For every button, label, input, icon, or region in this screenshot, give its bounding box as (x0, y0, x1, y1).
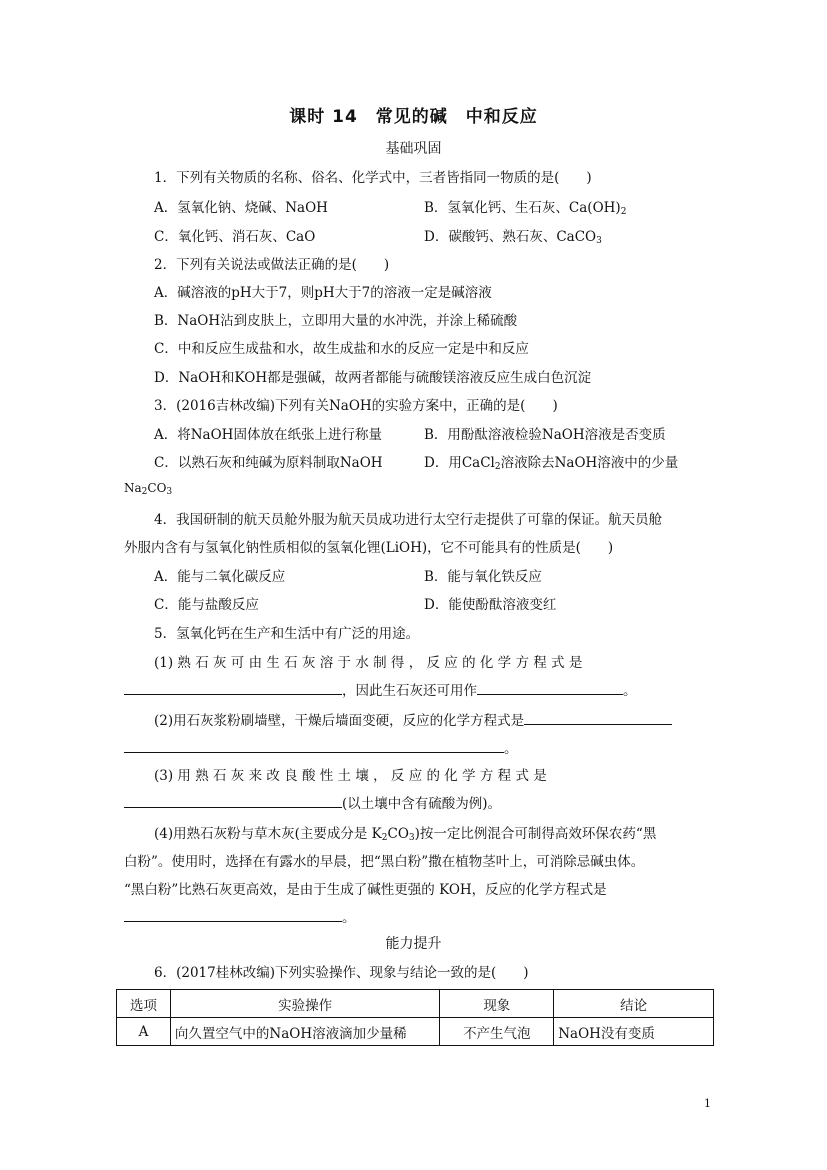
table-row (117, 1018, 714, 1046)
q2-option-b: B．NaOH沾到皮肤上，立即用大量的水冲洗，并涂上稀硫酸 (154, 313, 518, 329)
q5-part2-answer-line: 。 (124, 737, 518, 757)
answer-blank[interactable] (124, 740, 504, 753)
table-cell-operation: 向久置空气中的NaOH溶液滴加少量稀 (170, 1018, 440, 1046)
answer-blank[interactable] (124, 682, 342, 695)
q4-stem-line2: 外服内含有与氢氧化钠性质相似的氢氧化锂(LiOH)，它不可能具有的性质是( ) (124, 540, 614, 556)
q4-stem-line1: 4．我国研制的航天员舱外服为航天员成功进行太空行走提供了可靠的保证。航天员舱 (154, 512, 663, 528)
q1-option-b: B．氢氧化钙、生石灰、$Ca(OH)_2$ (424, 200, 627, 217)
answer-blank[interactable] (524, 712, 672, 725)
answer-blank[interactable] (124, 795, 342, 808)
column-header: 现象 (440, 990, 554, 1018)
q5-part3: (3) 用 熟 石 灰 来 改 良 酸 性 土 壤 ， 反 应 的 化 学 方 程 式 是 (154, 768, 547, 784)
q5-part4-line3: “黑白粉”比熟石灰更高效，是由于生成了碱性更强的 KOH，反应的化学方程式是 (124, 882, 607, 898)
q2-option-c: C．中和反应生成盐和水，故生成盐和水的反应一定是中和反应 (154, 341, 529, 357)
q2-stem: 2．下列有关说法或做法正确的是( ) (154, 257, 390, 273)
table-cell-conclusion: NaOH没有变质 (554, 1018, 714, 1046)
q1-stem: 1．下列有关物质的名称、俗名、化学式中，三者皆指同一物质的是( ) (154, 170, 592, 186)
q5-part4-line1: (4)用熟石灰粉与草木灰(主要成分是 $K_2CO_3$)按一定比例混合可制得高效环保农药“黑 (154, 826, 657, 843)
table-header-row (117, 990, 714, 1018)
table-cell-phenomenon: 不产生气泡 (440, 1018, 554, 1046)
q3-option-b: B．用酚酞溶液检验NaOH溶液是否变质 (424, 427, 666, 443)
q3-option-a: A．将NaOH固体放在纸张上进行称量 (154, 427, 382, 443)
q5-part1: (1) 熟 石 灰 可 由 生 石 灰 溶 于 水 制 得 ， 反 应 的 化 学 方 程 式 是 (154, 655, 583, 671)
q1-option-c: C．氧化钙、消石灰、CaO (154, 229, 316, 245)
column-header: 结论 (554, 990, 714, 1018)
q3-option-c: C．以熟石灰和纯碱为原料制取NaOH (154, 455, 383, 471)
q5-part1-answer-line: ，因此生石灰还可用作 。 (124, 679, 637, 699)
section-heading-advanced: 能力提升 (385, 936, 442, 952)
q3-option-d: D．用CaCl$_2$溶液除去NaOH溶液中的少量 (424, 455, 679, 472)
q6-stem: 6．(2017桂林改编)下列实验操作、现象与结论一致的是( ) (154, 965, 529, 981)
q5-stem: 5．氢氧化钙在生产和生活中有广泛的用途。 (154, 626, 420, 642)
q2-option-a: A．碱溶液的pH大于7，则pH大于7的溶液一定是碱溶液 (154, 285, 492, 301)
page-number: 1 (704, 1097, 711, 1110)
q5-part4-answer-line: 。 (124, 906, 356, 926)
q6-table (116, 989, 714, 1046)
answer-blank[interactable] (477, 682, 623, 695)
q5-part3-answer-line: (以土壤中含有硫酸为例)。 (124, 792, 501, 812)
q4-option-a: A．能与二氧化碳反应 (154, 569, 286, 585)
q3-stem: 3．(2016吉林改编)下列有关NaOH的实验方案中，正确的是( ) (154, 398, 558, 414)
column-header: 选项 (117, 990, 171, 1018)
section-heading-basic: 基础巩固 (385, 141, 442, 157)
column-header: 实验操作 (170, 990, 440, 1018)
q1-option-a: A．氢氧化钠、烧碱、NaOH (154, 200, 328, 216)
q2-option-d: D．NaOH和KOH都是强碱，故两者都能与硫酸镁溶液反应生成白色沉淀 (154, 370, 592, 386)
q4-option-b: B．能与氧化铁反应 (424, 569, 542, 585)
page-title: 课时 14 常见的碱 中和反应 (289, 107, 538, 127)
q5-part4-line2: 白粉”。使用时，选择在有露水的早晨，把“黑白粉”撒在植物茎叶上，可消除忌碱虫体。 (124, 854, 645, 870)
q1-option-d: D．碳酸钙、熟石灰、CaCO$_3$ (424, 229, 602, 246)
q5-part2: (2)用石灰浆粉刷墙壁，干燥后墙面变硬，反应的化学方程式是 (154, 709, 672, 729)
q4-option-d: D．能使酚酞溶液变红 (424, 597, 557, 613)
q4-option-c: C．能与盐酸反应 (154, 597, 259, 613)
answer-blank[interactable] (124, 909, 342, 922)
table-cell-option: A (117, 1018, 171, 1046)
q3-option-d-continued: $Na_2CO_3$ (124, 481, 173, 497)
